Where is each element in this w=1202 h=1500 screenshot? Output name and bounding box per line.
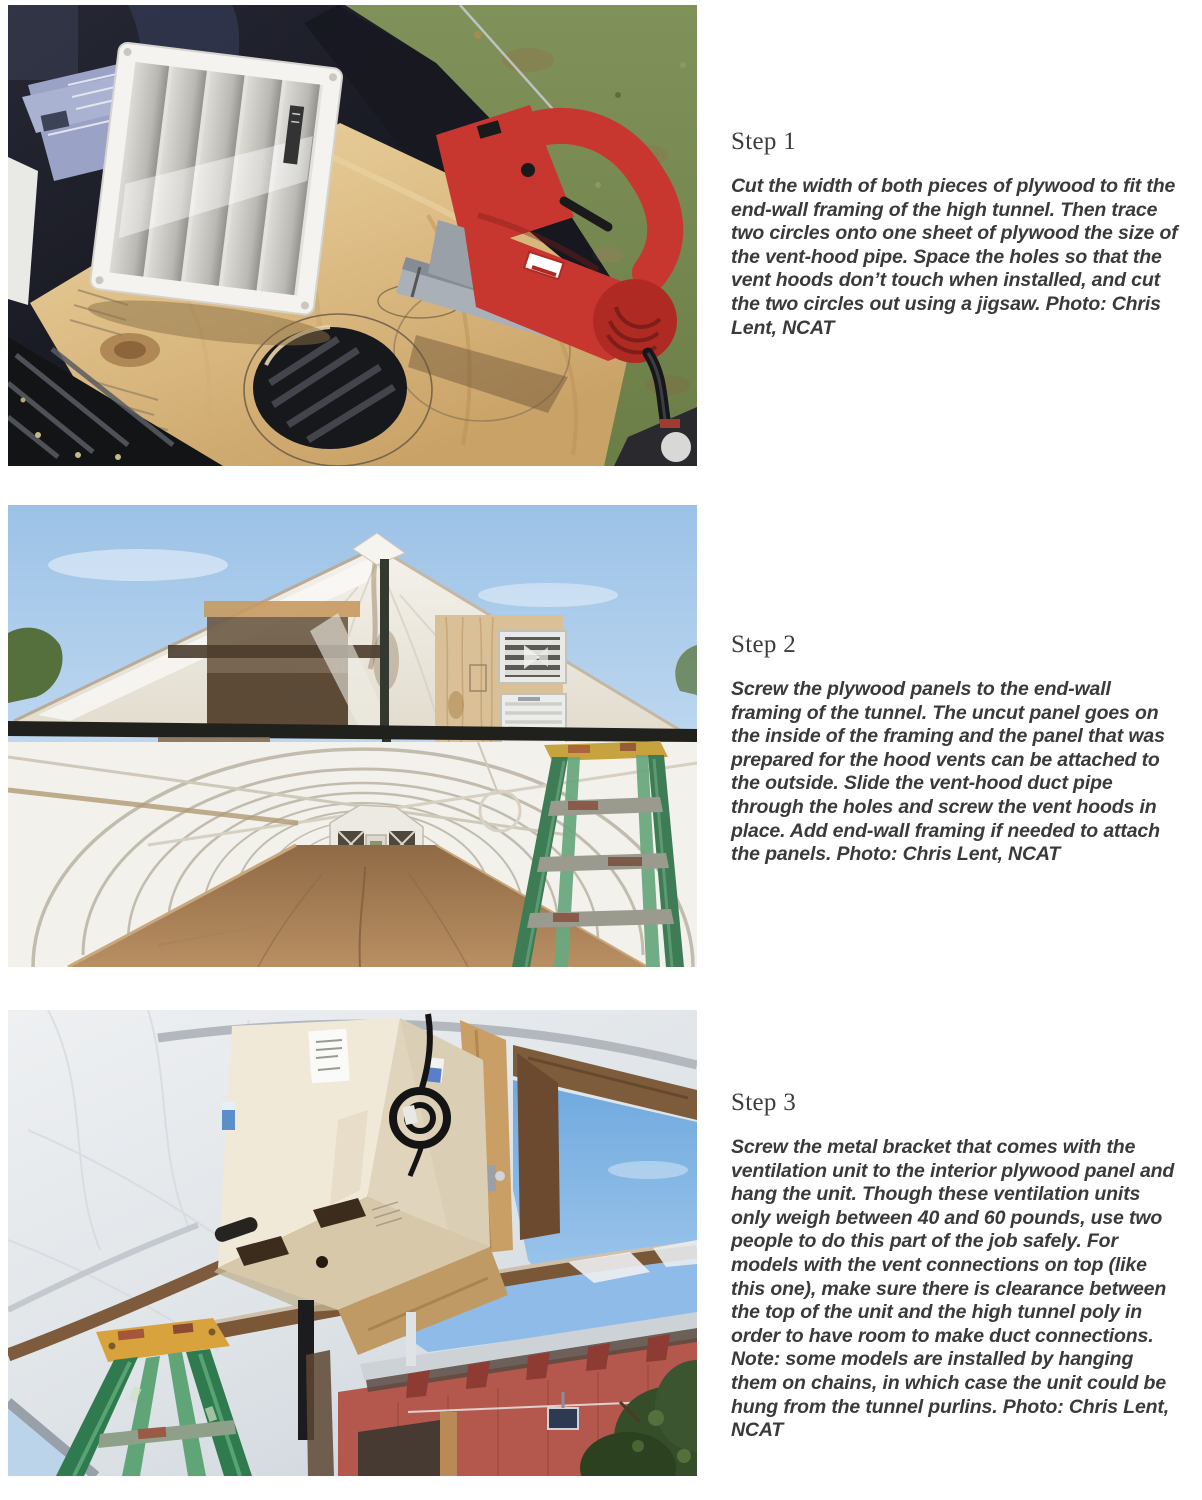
step2-text-block bbox=[731, 630, 1183, 867]
step2-heading: Step 2 bbox=[731, 631, 796, 658]
step1-photo-illustration bbox=[8, 5, 697, 466]
center-post bbox=[380, 559, 389, 733]
step1-text-block bbox=[731, 127, 1183, 340]
step3-text-block bbox=[731, 1088, 1183, 1443]
step1-body: Cut the width of both pieces of plywood to fit the end-wall framing of the high tunnel. Then trace two circles onto one sheet of plywood the size of the vent-hood pipe. Space the holes so that the vent hoods don’t touch when installed, and cut the two circles out using a jigsaw. Photo: Chris Lent, NCAT bbox=[731, 175, 1178, 339]
step2-photo-illustration bbox=[8, 505, 697, 967]
tunnel-interior bbox=[8, 742, 697, 967]
step3-heading: Step 3 bbox=[731, 1089, 796, 1116]
step1-heading: Step 1 bbox=[731, 128, 796, 155]
step3-photo-illustration bbox=[8, 1010, 697, 1476]
step3-body: Screw the metal bracket that comes with the ventilation unit to the interior plywood panel and hang the unit. Though these ventilation units only weigh between 40 and 60 pounds, use two people to do this part of the job safely. For models with the vent connections on top (like this one), make sure there is clearance between the top of the unit and the high tunnel poly in order to have room to make duct connections. Note: some models are installed by hanging them on chains, in which case the unit could be hung from the tunnel purlins. Photo: Chris Lent, NCAT bbox=[731, 1136, 1175, 1442]
cut-hole bbox=[253, 327, 407, 449]
step3-photo bbox=[8, 1010, 697, 1476]
vent-hood-upper bbox=[499, 631, 566, 683]
step1-photo bbox=[8, 5, 697, 466]
step2-photo bbox=[8, 505, 697, 967]
step2-body: Screw the plywood panels to the end-wall framing of the tunnel. The uncut panel goes on the inside of the framing and the panel that was prepared for the hood vents can be attached to the outside. Slide the vent-hood duct pipe through the holes and screw the vent hoods in place. Add end-wall framing if needed to attach the panels. Photo: Chris Lent, NCAT bbox=[731, 678, 1165, 866]
solar-panel bbox=[548, 1408, 578, 1429]
white-pipe bbox=[406, 1312, 416, 1366]
